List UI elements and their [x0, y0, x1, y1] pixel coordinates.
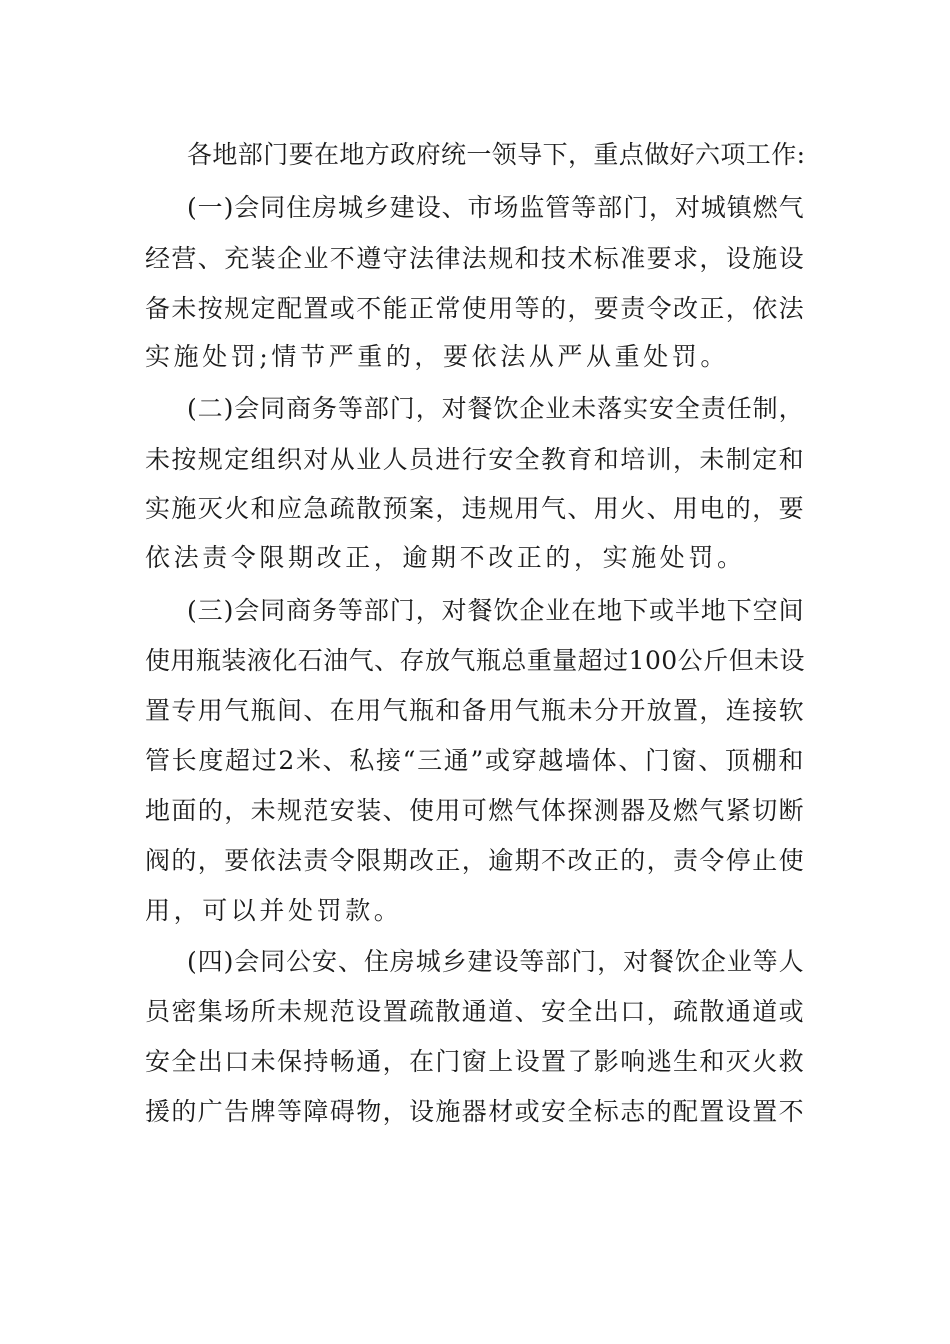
paragraph-3-line-5: 地面的，未规范安装、使用可燃气体探测器及燃气紧切断: [145, 796, 806, 825]
paragraph-2-line-4: 依法责令限期改正，逾期不改正的，实施处罚。: [145, 543, 746, 572]
paragraph-3-line-6: 阀的，要依法责令限期改正，逾期不改正的，责令停止使: [145, 846, 806, 875]
paragraph-4-line-4: 援的广告牌等障碍物，设施器材或安全标志的配置设置不: [145, 1097, 806, 1126]
paragraph-3-line-4: 管长度超过2米、私接“三通”或穿越墙体、门窗、顶棚和: [145, 746, 806, 775]
paragraph-2-line-3: 实施灭火和应急疏散预案，违规用气、用火、用电的，要: [145, 494, 806, 523]
paragraph-3-line-7: 用，可以并处罚款。: [145, 896, 403, 925]
paragraph-1-line-2: 经营、充装企业不遵守法律法规和技术标准要求，设施设: [145, 244, 806, 273]
paragraph-1-line-3: 备未按规定配置或不能正常使用等的，要责令改正，依法: [145, 294, 806, 323]
paragraph-3-line-2: 使用瓶装液化石油气、存放气瓶总重量超过100公斤但未设: [145, 646, 805, 675]
paragraph-1-line-4: 实施处罚;情节严重的，要依法从严从重处罚。: [145, 342, 730, 371]
paragraph-4-line-3: 安全出口未保持畅通，在门窗上设置了影响逃生和灭火救: [145, 1047, 806, 1076]
paragraph-3-line-3: 置专用气瓶间、在用气瓶和备用气瓶未分开放置，连接软: [145, 696, 806, 725]
paragraph-3-line-1: (三)会同商务等部门，对餐饮企业在地下或半地下空间: [187, 596, 805, 625]
paragraph-1-line-1: (一)会同住房城乡建设、市场监管等部门，对城镇燃气: [187, 193, 805, 222]
paragraph-4-line-2: 员密集场所未规范设置疏散通道、安全出口，疏散通道或: [145, 997, 806, 1026]
paragraph-intro-line-1: 各地部门要在地方政府统一领导下，重点做好六项工作:: [187, 140, 806, 169]
paragraph-4-line-1: (四)会同公安、住房城乡建设等部门，对餐饮企业等人: [187, 947, 805, 976]
paragraph-2-line-2: 未按规定组织对从业人员进行安全教育和培训，未制定和: [145, 445, 806, 474]
paragraph-2-line-1: (二)会同商务等部门，对餐饮企业未落实安全责任制，: [187, 394, 805, 423]
